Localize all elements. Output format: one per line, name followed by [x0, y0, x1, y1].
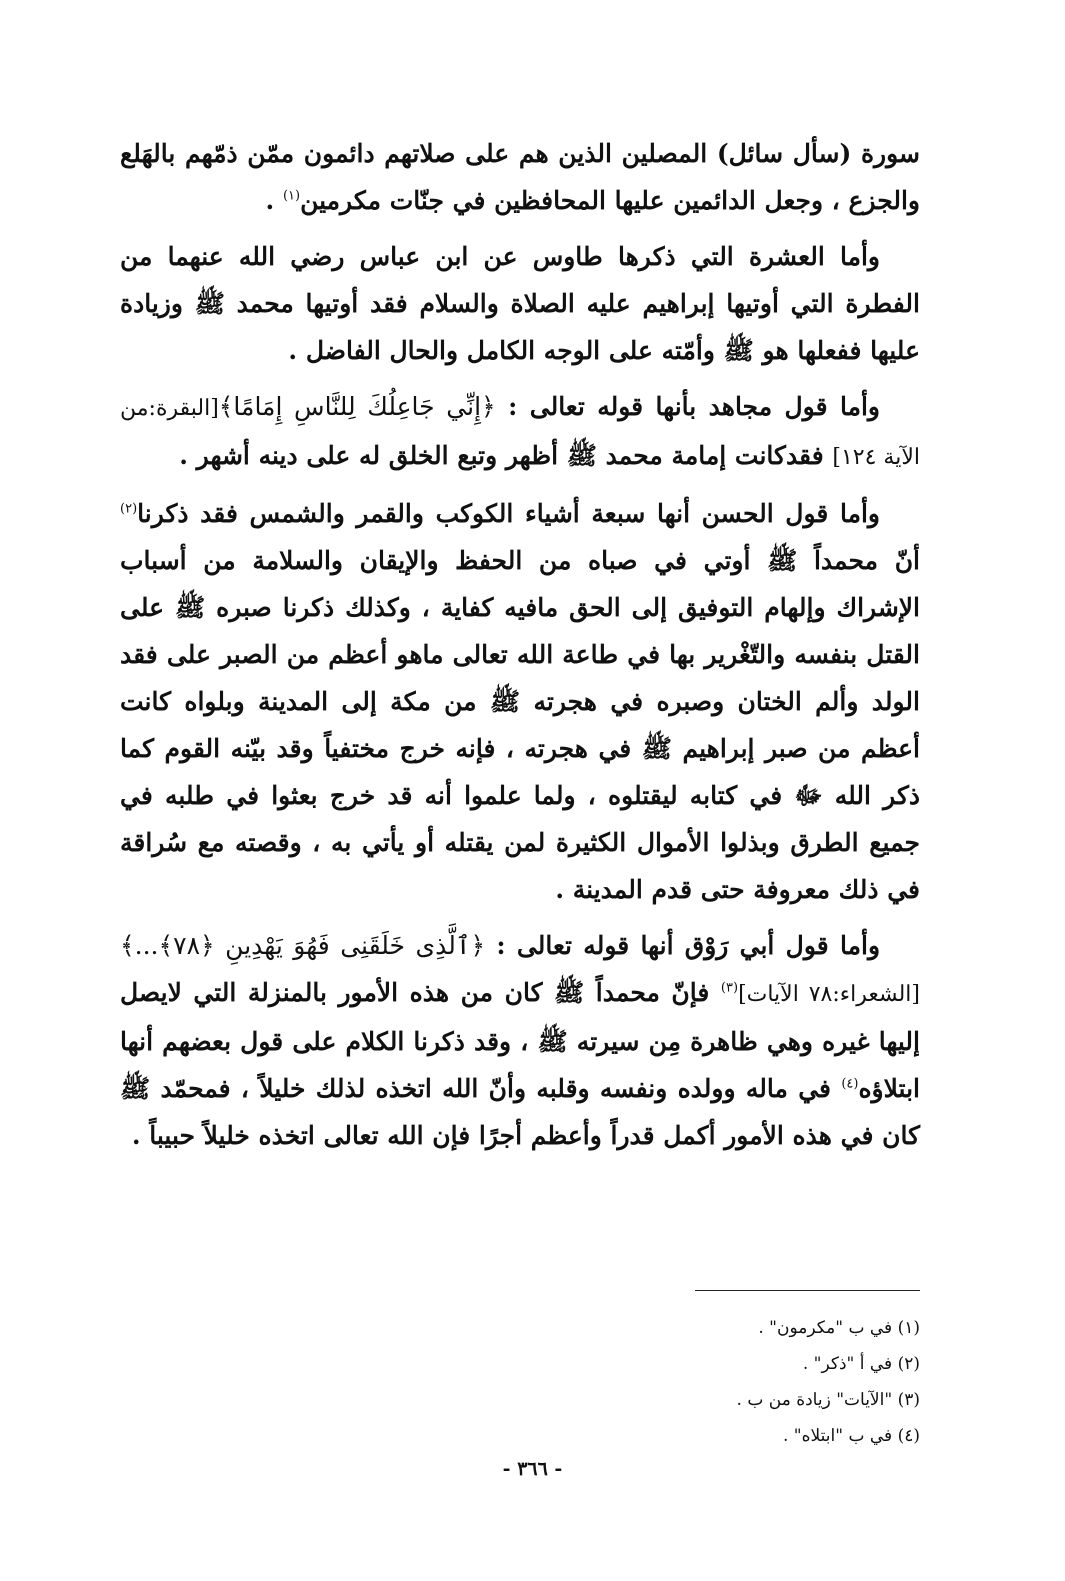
paragraph-4-intro: وأما قول الحسن أنها سبعة أشياء الكوكب والقمر والشمس فقد ذكرنا: [137, 499, 880, 528]
paragraph-2-text: وأما العشرة التي ذكرها طاوس عن ابن عباس رضي الله عنهما من الفطرة التي أوتيها إبراهيم عليه الصلاة والسلام فقد أوتيها محمد ﷺ وزيادة عليها ففعلها هو ﷺ وأمّته على الوجه الكامل والحال الفاضل .: [120, 242, 920, 365]
paragraph-5-intro: وأما قول أبي رَوْق أنها قوله تعالى :: [485, 931, 881, 960]
paragraph-2: [120, 233, 920, 374]
paragraph-3-intro: وأما قول مجاهد بأنها قوله تعالى :: [495, 392, 880, 421]
footnote-4: (٤) في ب "ابتلاه" .: [782, 1426, 920, 1446]
footnote-ref-4: (٤): [841, 1076, 859, 1092]
footnote-ref-3: (٣): [720, 980, 739, 996]
paragraph-5-text-b: في ماله وولده ونفسه وقلبه وأنّ الله اتخذه لذلك خليلاً ، فمحمّد ﷺ كان في هذه الأمور أكمل قدراً وأعظم أجرًا فإن الله تعالى اتخذه خليلاً حبيباً .: [120, 1074, 920, 1150]
paragraph-3-text: فقدكانت إمامة محمد ﷺ أظهر وتبع الخلق له على دينه أشهر .: [179, 441, 833, 470]
verse-citation-2: [الشعراء:٧٨ الآيات]: [738, 982, 920, 1007]
footnote-ref-1: (١): [282, 188, 301, 204]
paragraph-5: [120, 922, 920, 1159]
page-number: - ٣٦٦ -: [502, 1458, 563, 1480]
paragraph-1-text: سورة (سأل سائل) المصلين الذين هم على صلاتهم دائمون ممّن ذمّهم بالهَلع والجزع ، وجعل الدائمين عليها المحافظين في جنّات مكرمين: [120, 139, 920, 215]
paragraph-4: [120, 490, 920, 913]
paragraph-4-text: أنّ محمداً ﷺ أوتي في صباه من الحفظ والإيقان والسلامة من أسباب الإشراك وإلهام التوفيق إلى الحق مافيه كفاية ، وكذلك ذكرنا صبره ﷺ على القتل بنفسه والتّغْرير بها في طاعة الله تعالى ماهو أعظم من الصبر على فقد الولد وألم الختان وصبره في هجرته ﷺ من مكة إلى المدينة وبلواه كانت أعظم من صبر إبراهيم ﷺ في هجرته ، فإنه خرج مختفياً وقد بيّنه القوم كما ذكر الله ﷻ في كتابه ليقتلوه ، ولما علموا أنه قد خرج بعثوا في طلبه في جميع الطرق وبذلوا الأموال الكثيرة لمن يقتله أو يأتي به ، وقصته مع سُراقة في ذلك معروفة حتى قدم المدينة .: [120, 546, 920, 904]
paragraph-3: [120, 383, 920, 481]
footnote-divider: [695, 1290, 920, 1291]
paragraph-1: [120, 130, 920, 224]
footnote-3: (٣) "الآيات" زيادة من ب .: [736, 1390, 920, 1410]
footnote-ref-2: (٢): [120, 501, 138, 517]
verse-citation-1: [البقرة:من الآية ١٢٤]: [120, 396, 920, 470]
quran-verse-1: ﴿إِنِّي جَاعِلُكَ لِلنَّاسِ إِمَامًا﴾: [218, 392, 496, 421]
main-text: [120, 130, 920, 1168]
footnote-2: (٢) في أ "ذكر" .: [802, 1354, 920, 1374]
footnotes: [320, 1314, 920, 1458]
footnote-1: (١) في ب "مكرمون" .: [758, 1318, 920, 1338]
paragraph-1-end: .: [265, 186, 283, 215]
quran-verse-2: ﴿ٱلَّذِى خَلَقَنِى فَهُوَ يَهْدِينِ ﴿٧٨﴾...﴾: [120, 931, 486, 960]
paragraph-5-text-a: فإنّ محمداً ﷺ كان من هذه الأمور بالمنزلة التي لايصل إليها غيره وهي ظاهرة مِن سيرته ﷺ ، وقد ذكرنا الكلام على قول بعضهم أنها ابتلاؤه: [120, 978, 920, 1103]
